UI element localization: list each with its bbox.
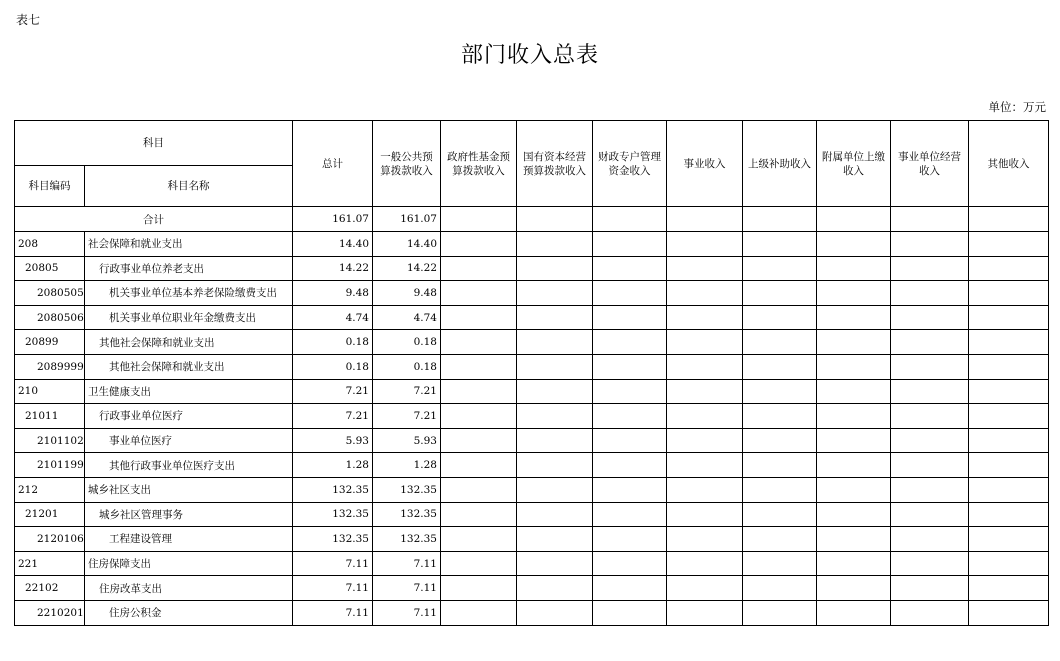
empty-cell [969,281,1049,306]
empty-cell [817,600,891,625]
table-row [15,281,1049,306]
empty-cell [667,207,743,232]
special-fund-header: 财政专户管理资金收入 [593,121,667,207]
general-budget-cell: 14.22 [373,256,441,281]
table-row [15,576,1049,601]
general-budget-cell: 7.21 [373,379,441,404]
empty-cell [969,354,1049,379]
total-cell: 0.18 [293,330,373,355]
empty-cell [743,551,817,576]
total-cell: 7.21 [293,404,373,429]
empty-cell [667,576,743,601]
empty-cell [593,477,667,502]
subject-code-cell: 208 [15,232,85,257]
empty-cell [441,256,517,281]
empty-cell [891,404,969,429]
subject-name-cell: 其他行政事业单位医疗支出 [85,453,293,478]
subject-code-cell: 2089999 [15,354,85,379]
empty-cell [441,453,517,478]
empty-cell [969,256,1049,281]
empty-cell [517,256,593,281]
subject-code-header: 科目编码 [15,166,85,207]
empty-cell [517,305,593,330]
subject-code-cell: 2101102 [15,428,85,453]
empty-cell [817,305,891,330]
subject-code-cell: 2210201 [15,600,85,625]
empty-cell [817,256,891,281]
empty-cell [441,404,517,429]
general-budget-cell: 9.48 [373,281,441,306]
subject-name-cell: 住房改革支出 [85,576,293,601]
subject-name-header: 科目名称 [85,166,293,207]
empty-cell [891,256,969,281]
subject-code-cell: 22102 [15,576,85,601]
empty-cell [743,379,817,404]
general-budget-cell: 132.35 [373,527,441,552]
total-cell: 132.35 [293,502,373,527]
empty-cell [593,453,667,478]
empty-cell [667,256,743,281]
table-row [15,330,1049,355]
empty-cell [441,281,517,306]
empty-cell [743,354,817,379]
empty-cell [593,232,667,257]
total-cell: 4.74 [293,305,373,330]
empty-cell [743,428,817,453]
subject-code-cell: 2080506 [15,305,85,330]
empty-cell [743,330,817,355]
empty-cell [969,305,1049,330]
empty-cell [517,428,593,453]
empty-cell [593,404,667,429]
table-row [15,428,1049,453]
subject-code-cell: 21011 [15,404,85,429]
empty-cell [817,404,891,429]
empty-cell [517,232,593,257]
empty-cell [593,330,667,355]
table-row [15,453,1049,478]
empty-cell [969,404,1049,429]
empty-cell [517,576,593,601]
empty-cell [667,404,743,429]
empty-cell [817,207,891,232]
empty-cell [593,354,667,379]
empty-cell [667,502,743,527]
empty-cell [891,551,969,576]
empty-cell [817,330,891,355]
table-row [15,379,1049,404]
empty-cell [441,379,517,404]
general-budget-cell: 132.35 [373,502,441,527]
empty-cell [891,477,969,502]
operating-income-header: 事业单位经营收入 [891,121,969,207]
total-cell: 14.40 [293,232,373,257]
superior-subsidy-header: 上级补助收入 [743,121,817,207]
empty-cell [817,551,891,576]
other-income-header: 其他收入 [969,121,1049,207]
table-row [15,527,1049,552]
subject-name-cell: 行政事业单位养老支出 [85,256,293,281]
subject-name-cell: 机关事业单位基本养老保险缴费支出 [85,281,293,306]
empty-cell [743,453,817,478]
empty-cell [817,232,891,257]
subject-name-cell: 工程建设管理 [85,527,293,552]
total-cell: 7.11 [293,576,373,601]
subject-group-header: 科目 [15,121,293,166]
empty-cell [891,576,969,601]
total-cell: 132.35 [293,477,373,502]
total-cell: 7.11 [293,600,373,625]
empty-cell [969,428,1049,453]
subject-name-cell: 其他社会保障和就业支出 [85,330,293,355]
empty-cell [891,527,969,552]
total-cell: 9.48 [293,281,373,306]
general-budget-cell: 7.11 [373,551,441,576]
business-income-header: 事业收入 [667,121,743,207]
subject-name-cell: 卫生健康支出 [85,379,293,404]
empty-cell [667,551,743,576]
empty-cell [817,527,891,552]
subject-name-cell: 事业单位医疗 [85,428,293,453]
page-title: 部门收入总表 [460,43,599,68]
subject-code-cell: 21201 [15,502,85,527]
total-cell: 14.22 [293,256,373,281]
empty-cell [593,305,667,330]
total-cell: 132.35 [293,527,373,552]
general-budget-cell: 7.11 [373,576,441,601]
empty-cell [667,354,743,379]
empty-cell [441,207,517,232]
table-row [15,477,1049,502]
empty-cell [891,207,969,232]
empty-cell [817,379,891,404]
table-row [15,305,1049,330]
table-row [15,551,1049,576]
table-number-label: 表七 [16,13,41,27]
general-budget-cell: 0.18 [373,354,441,379]
empty-cell [969,453,1049,478]
empty-cell [817,576,891,601]
empty-cell [743,281,817,306]
empty-cell [517,453,593,478]
total-cell: 7.11 [293,551,373,576]
empty-cell [593,207,667,232]
empty-cell [517,477,593,502]
total-cell: 1.28 [293,453,373,478]
empty-cell [969,502,1049,527]
total-general-cell: 161.07 [373,207,441,232]
empty-cell [817,453,891,478]
empty-cell [969,551,1049,576]
empty-cell [593,600,667,625]
empty-cell [667,600,743,625]
empty-cell [743,232,817,257]
empty-cell [667,527,743,552]
empty-cell [441,305,517,330]
empty-cell [593,527,667,552]
subject-code-cell: 2101199 [15,453,85,478]
empty-cell [743,527,817,552]
subject-name-cell: 社会保障和就业支出 [85,232,293,257]
empty-cell [817,428,891,453]
empty-cell [969,576,1049,601]
empty-cell [441,232,517,257]
subject-name-cell: 住房公积金 [85,600,293,625]
affiliated-income-header: 附属单位上缴收入 [817,121,891,207]
general-budget-cell: 7.11 [373,600,441,625]
empty-cell [891,502,969,527]
empty-cell [667,428,743,453]
empty-cell [667,379,743,404]
empty-cell [817,502,891,527]
subject-code-cell: 212 [15,477,85,502]
subject-code-cell: 210 [15,379,85,404]
empty-cell [593,281,667,306]
total-cell: 5.93 [293,428,373,453]
empty-cell [969,477,1049,502]
empty-cell [441,330,517,355]
general-budget-cell: 4.74 [373,305,441,330]
general-budget-cell: 1.28 [373,453,441,478]
empty-cell [667,305,743,330]
empty-cell [667,232,743,257]
empty-cell [517,330,593,355]
general-budget-cell: 0.18 [373,330,441,355]
subject-name-cell: 城乡社区支出 [85,477,293,502]
subject-name-cell: 行政事业单位医疗 [85,404,293,429]
state-capital-header: 国有资本经营预算拨款收入 [517,121,593,207]
empty-cell [891,305,969,330]
table-row [15,232,1049,257]
empty-cell [743,477,817,502]
empty-cell [891,330,969,355]
subject-name-cell: 机关事业单位职业年金缴费支出 [85,305,293,330]
total-cell: 0.18 [293,354,373,379]
empty-cell [441,527,517,552]
empty-cell [441,502,517,527]
empty-cell [441,576,517,601]
empty-cell [817,477,891,502]
empty-cell [517,551,593,576]
empty-cell [517,379,593,404]
empty-cell [593,428,667,453]
empty-cell [517,502,593,527]
empty-cell [593,502,667,527]
table-row [15,404,1049,429]
subject-name-cell: 城乡社区管理事务 [85,502,293,527]
empty-cell [817,281,891,306]
empty-cell [743,576,817,601]
empty-cell [593,576,667,601]
empty-cell [743,600,817,625]
empty-cell [517,600,593,625]
empty-cell [891,600,969,625]
subject-code-cell: 2120106 [15,527,85,552]
total-label: 合计 [15,207,293,232]
empty-cell [517,527,593,552]
total-cell: 7.21 [293,379,373,404]
empty-cell [441,428,517,453]
empty-cell [891,379,969,404]
subject-name-cell: 住房保障支出 [85,551,293,576]
empty-cell [517,281,593,306]
empty-cell [593,379,667,404]
table-row [15,256,1049,281]
empty-cell [593,256,667,281]
table-row [15,354,1049,379]
empty-cell [667,281,743,306]
empty-cell [441,477,517,502]
empty-cell [441,600,517,625]
general-budget-cell: 14.40 [373,232,441,257]
empty-cell [891,232,969,257]
empty-cell [593,551,667,576]
gov-fund-header: 政府性基金预算拨款收入 [441,121,517,207]
general-budget-cell: 132.35 [373,477,441,502]
empty-cell [667,330,743,355]
income-summary-table [14,120,1049,626]
empty-cell [891,354,969,379]
empty-cell [743,256,817,281]
empty-cell [441,354,517,379]
subject-code-cell: 2080505 [15,281,85,306]
empty-cell [969,207,1049,232]
empty-cell [517,207,593,232]
unit-label: 单位：万元 [988,100,1046,114]
subject-name-cell: 其他社会保障和就业支出 [85,354,293,379]
empty-cell [743,207,817,232]
general-budget-cell: 5.93 [373,428,441,453]
total-row [15,207,1049,232]
empty-cell [517,404,593,429]
empty-cell [891,281,969,306]
general-budget-cell: 7.21 [373,404,441,429]
empty-cell [441,551,517,576]
empty-cell [667,453,743,478]
subject-code-cell: 20805 [15,256,85,281]
empty-cell [517,354,593,379]
general-budget-header: 一般公共预算拨款收入 [373,121,441,207]
empty-cell [969,600,1049,625]
empty-cell [743,502,817,527]
total-total-cell: 161.07 [293,207,373,232]
subject-code-cell: 221 [15,551,85,576]
empty-cell [743,305,817,330]
subject-code-cell: 20899 [15,330,85,355]
empty-cell [743,404,817,429]
empty-cell [667,477,743,502]
empty-cell [969,527,1049,552]
total-header: 总计 [293,121,373,207]
table-row [15,502,1049,527]
empty-cell [817,354,891,379]
empty-cell [969,232,1049,257]
table-row [15,600,1049,625]
empty-cell [969,330,1049,355]
empty-cell [891,453,969,478]
empty-cell [891,428,969,453]
empty-cell [969,379,1049,404]
